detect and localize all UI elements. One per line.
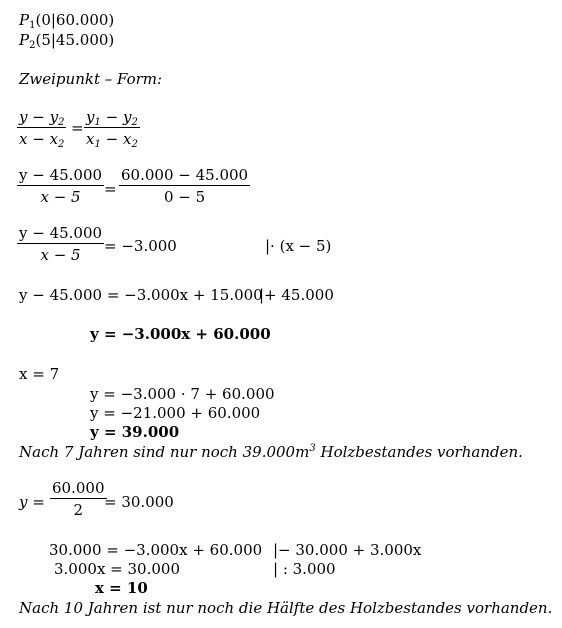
half-fraction xyxy=(50,479,107,519)
point-p1: $P_1(0|60.000)$ xyxy=(19,11,115,31)
linear-function-result: y = −3.000x + 60.000 xyxy=(90,325,271,343)
subst-rhs-fraction xyxy=(119,166,250,206)
subst-rhs-den: 0 − 5 xyxy=(163,188,206,206)
slope-result: = −3.000 xyxy=(104,237,177,255)
x-seven: x = 7 xyxy=(19,365,60,383)
subst-lhs-num: y − 45.000 xyxy=(19,166,103,184)
calc-line-2: y = −21.000 + 60.000 xyxy=(90,404,261,422)
subst-rhs-num: 60.000 − 45.000 xyxy=(121,166,249,184)
calc-line-1: y = −3.000 · 7 + 60.000 xyxy=(90,385,275,403)
calc-result: y = 39.000 xyxy=(90,423,180,441)
solve-operation-1: |− 30.000 + 3.000x xyxy=(273,541,422,559)
answer-1-post: Holzbestandes vorhanden. xyxy=(315,443,523,461)
answer-sentence-2: Nach 10 Jahren ist nur noch die Hälfte des Holzbestandes vorhanden. xyxy=(19,599,553,617)
slope-lhs-fraction xyxy=(17,224,104,264)
half-num: 60.000 xyxy=(52,479,105,497)
slope-lhs-num: y − 45.000 xyxy=(19,224,103,242)
point-p2: $P_2(5|45.000)$ xyxy=(19,31,115,51)
point-p2-coords: (5|45.000) xyxy=(35,31,115,49)
subst-lhs-den: x − 5 xyxy=(40,188,81,206)
equals-sign: = xyxy=(71,119,84,137)
solve-line-1: 30.000 = −3.000x + 60.000 xyxy=(49,541,263,559)
solve-operation-2: | : 3.000 xyxy=(273,560,336,578)
section-heading: Zweipunkt – Form: xyxy=(19,70,163,88)
slope-lhs-den: x − 5 xyxy=(40,246,81,264)
slope-operation: |· (x − 5) xyxy=(265,237,332,255)
expanded-operation: |+ 45.000 xyxy=(259,286,334,304)
subst-lhs-fraction xyxy=(17,166,104,206)
answer-sentence-1: Nach 7 Jahren sind nur noch $39.000m^3$ Holzbestandes vorhanden. xyxy=(19,443,523,461)
y-label: y = xyxy=(19,493,45,511)
point-p1-coords: (0|60.000) xyxy=(35,11,115,29)
half-den: 2 xyxy=(73,501,84,519)
answer-1-value: 39.000 xyxy=(242,443,296,461)
equals-sign: = xyxy=(104,180,117,198)
formula-rhs-fraction: $y_1 - y_2$ $x_1 - x_2$ xyxy=(86,108,138,150)
answer-1-pre: Nach 7 Jahren sind nur noch xyxy=(19,443,243,461)
formula-lhs-fraction: $y - y_2$ $x - x_2$ xyxy=(19,108,65,150)
solve-result: x = 10 xyxy=(95,579,148,597)
half-result: = 30.000 xyxy=(104,493,174,511)
expanded-equation: y − 45.000 = −3.000x + 15.000 xyxy=(19,286,263,304)
solve-line-2: 3.000x = 30.000 xyxy=(54,560,180,578)
